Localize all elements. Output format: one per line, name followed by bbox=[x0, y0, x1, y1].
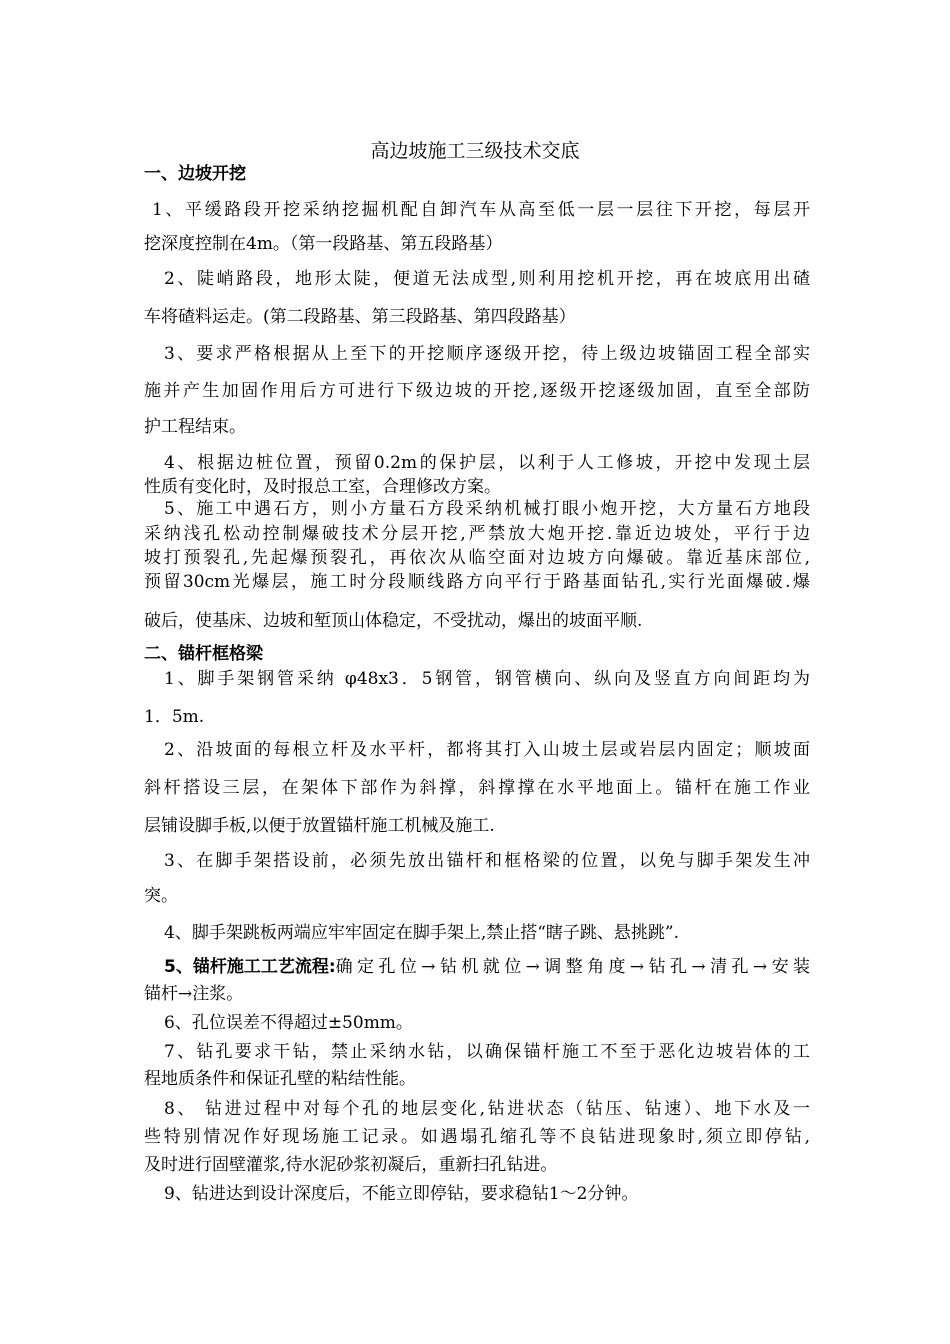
paragraph-line: 性质有变化时，及时报总工室，合理修改方案。 bbox=[144, 477, 501, 497]
paragraph-line: 5、施工中遇石方，则小方量石方段采纳机械打眼小炮开挖，大方量石方地段 bbox=[164, 499, 810, 519]
process-flow-label: 5、锚杆施工工艺流程: bbox=[164, 957, 336, 977]
paragraph-line: 预留30cm光爆层，施工时分段顺线路方向平行于路基面钻孔,实行光面爆破.爆 bbox=[144, 572, 810, 592]
paragraph-line: 2、陡峭路段，地形太陡，便道无法成型,则利用挖机开挖，再在坡底用出碴 bbox=[164, 269, 810, 289]
paragraph-line: 车将碴料运走。(第二段路基、第三段路基、第四段路基） bbox=[144, 307, 576, 327]
section-heading-1: 一、边坡开挖 bbox=[144, 164, 246, 184]
paragraph-line: 1、平缓路段开挖采纳挖掘机配自卸汽车从高至低一层一层往下开挖，每层开 bbox=[152, 200, 810, 220]
paragraph-line: 7、钻孔要求干钻，禁止采纳水钻，以确保锚杆施工不至于恶化边坡岩体的工 bbox=[164, 1042, 810, 1062]
document-title: 高边坡施工三级技术交底 bbox=[370, 140, 580, 162]
paragraph-line: 施并产生加固作用后方可进行下级边坡的开挖,逐级开挖逐级加固，直至全部防 bbox=[144, 381, 810, 401]
paragraph-line: 1、脚手架钢管采纳 φ48x3．5钢管，钢管横向、纵向及竖直方向间距均为 bbox=[164, 669, 810, 689]
paragraph-line: 3、在脚手架搭设前，必须先放出锚杆和框格梁的位置，以免与脚手架发生冲 bbox=[164, 851, 810, 871]
paragraph-line: 突。 bbox=[144, 886, 178, 906]
paragraph-line: 及时进行固壁灌浆,待水泥砂浆初凝后，重新扫孔钻进。 bbox=[144, 1155, 558, 1175]
paragraph-line: 破后，使基床、边坡和堑顶山体稳定，不受扰动，爆出的坡面平顺. bbox=[144, 611, 643, 631]
paragraph-line: 2、沿坡面的每根立杆及水平杆，都将其打入山坡土层或岩层内固定；顺坡面 bbox=[164, 740, 810, 760]
paragraph-line: 6、孔位误差不得超过±50mm。 bbox=[164, 1013, 413, 1033]
paragraph-line: 4、根据边桩位置，预留0.2m的保护层，以利于人工修坡，开挖中发现土层 bbox=[164, 453, 810, 473]
paragraph-line: 8、 钻进过程中对每个孔的地层变化,钻进状态（钻压、钻速）、地下水及一 bbox=[164, 1099, 810, 1119]
paragraph-line: 9、钻进达到设计深度后，不能立即停钻，要求稳钻1～2分钟。 bbox=[164, 1184, 639, 1204]
process-flow-steps: 确定孔位→钻机就位→调整角度→钻孔→清孔→安装 bbox=[335, 957, 810, 977]
paragraph-line: 些特别情况作好现场施工记录。如遇塌孔缩孔等不良钻进现象时,须立即停钻, bbox=[144, 1127, 810, 1147]
paragraph-line: 锚杆→注浆。 bbox=[144, 984, 244, 1004]
section-heading-2: 二、锚杆框格梁 bbox=[144, 644, 263, 664]
paragraph-line: 采纳浅孔松动控制爆破技术分层开挖,严禁放大炮开挖.靠近边坡处，平行于边 bbox=[144, 524, 810, 544]
paragraph-line: 斜杆搭设三层，在架体下部作为斜撑，斜撑撑在水平地面上。锚杆在施工作业 bbox=[144, 778, 810, 798]
paragraph-line: 层铺设脚手板,以便于放置锚杆施工机械及施工. bbox=[144, 816, 495, 836]
process-flow-line bbox=[164, 955, 810, 979]
paragraph-line: 3、要求严格根据从上至下的开挖顺序逐级开挖，待上级边坡锚固工程全部实 bbox=[164, 344, 810, 364]
paragraph-line: 1．5m. bbox=[144, 707, 205, 727]
paragraph-line: 坡打预裂孔,先起爆预裂孔，再依次从临空面对边坡方向爆破。靠近基床部位, bbox=[144, 548, 810, 568]
paragraph-line: 程地质条件和保证孔壁的粘结性能。 bbox=[144, 1069, 416, 1089]
paragraph-line: 4、脚手架跳板两端应牢牢固定在脚手架上,禁止搭“瞎子跳、悬挑跳”. bbox=[164, 923, 680, 943]
paragraph-line: 挖深度控制在4m。（第一段路基、第五段路基） bbox=[144, 234, 503, 254]
paragraph-line: 护工程结束。 bbox=[144, 417, 246, 437]
